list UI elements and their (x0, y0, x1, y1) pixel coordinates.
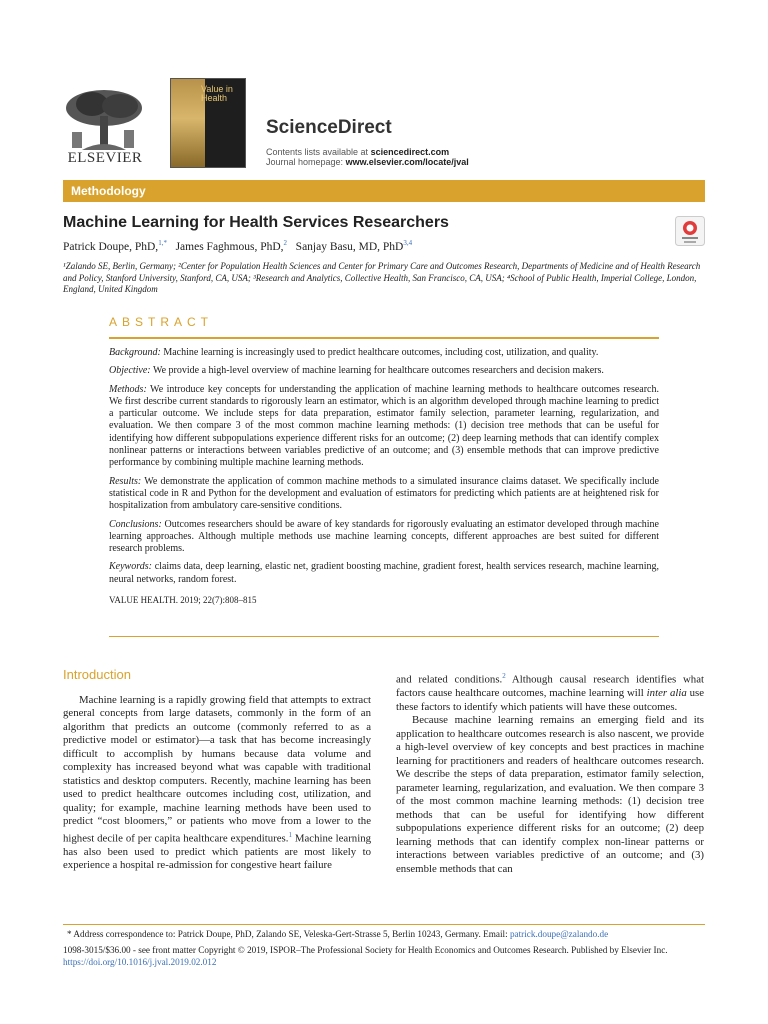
author-name: James Faghmous, PhD, (175, 240, 284, 253)
abstract-body (109, 347, 659, 612)
journal-cover-image[interactable] (170, 78, 246, 168)
citation-ref[interactable]: 2 (502, 672, 506, 680)
abstract-results: Results: We demonstrate the application of common machine methods to a simulated insurance claims dataset. We specifically include statistical code in R and Python for the development and evaluation of estimators for predicting which patients are at heightened risk for hospitalization from ambulatory care-sensitive conditions. (109, 475, 659, 512)
body-column-left (63, 668, 371, 873)
author-list (63, 239, 412, 253)
abstract-background: Background: Machine learning is increasingly used to predict healthcare outcomes, including cost, utilization, and quality. (109, 347, 599, 358)
copyright-line: 1098-3015/$36.00 - see front matter Copyright © 2019, ISPOR–The Professional Society for Health Economics and Outcomes Research. Published by Elsevier Inc. (63, 945, 668, 955)
abstract-keywords: Keywords: claims data, deep learning, elastic net, gradient boosting machine, gradient forest, health services research, machine learning, neural networks, random forest. (109, 561, 659, 585)
email-link[interactable]: patrick.doupe@zalando.de (509, 929, 609, 939)
journal-homepage-link[interactable]: www.elsevier.com/locate/jval (345, 157, 469, 167)
citation-ref[interactable]: 1 (288, 830, 292, 839)
author-affiliation-ref[interactable]: 1,* (158, 239, 167, 247)
section-band (63, 180, 705, 202)
abstract-top-rule (109, 337, 659, 339)
citation-line: VALUE HEALTH. 2019; 22(7):808–815 (109, 595, 257, 606)
abstract-heading: ABSTRACT (109, 315, 214, 329)
article-title: Machine Learning for Health Services Researchers (63, 214, 449, 231)
body-paragraph: Because machine learning remains an emerging field and its application to healthcare outcomes research is also nascent, we provide a high-level overview of key concepts and best practices in machine learning for practitioners and readers of healthcare outcomes research. We describe the steps of data preparation, estimator family selection, parameter learning, regularization, and evaluation. We then compare 3 of the most common machine learning methods: (1) decision tree methods that can be useful for identifying how different subpopulations experience different risks for an outcome; (2) deep learning methods that can identify complex non-linear patterns or interactions between variables predictive of an outcome; and (3) ensemble methods that can (396, 714, 704, 875)
footer-rule (63, 924, 705, 925)
footer (63, 928, 705, 968)
author-affiliation-ref[interactable]: 2 (283, 239, 288, 247)
cover-title: Value in Health (201, 84, 233, 103)
sciencedirect-brand: ScienceDirect (266, 117, 392, 138)
publisher-name: ELSEVIER (67, 150, 143, 166)
abstract-methods: Methods: We introduce key concepts for understanding the application of machine learning methods to healthcare outcomes research. We first describe current standards to rigorously learn an estimator, which is an algorithm developed through machine learning to predict a particular outcome. We include steps for data preparation, estimator family selection, parameter learning, regularization, and evaluation. We then compare 3 of the most common machine learning methods: (1) decision tree methods that can be useful for identifying how different subpopulations experience different risks for an outcome; (2) deep learning methods that can identify complex nonlinear patterns or interactions between variables predictive of an outcome; and (3) ensemble methods that can improve predictive performance by combining multiple machine learning methods. (109, 383, 659, 469)
abstract-bottom-rule (109, 636, 659, 637)
sciencedirect-link[interactable]: sciencedirect.com (370, 147, 450, 157)
body-paragraph: Machine learning is a rapidly growing field that attempts to extract general concepts from large datasets, commonly in the form of an algorithm that predicts an outcome (commonly referred to as a predictive model or estimator)—a task that has become increasingly difficult to accomplish by humans because data volume and complexity has increased beyond what was capable with traditional statistics and desktop computers. Recently, machine learning has been used to predict healthcare outcomes including cost, utilization, and quality; for example, machine learning methods have been used to predict “cost bloomers,” or patients who move from a lower to the highest decile of per capita healthcare expenditures.$^1$ Machine learning has also been used to predict which patients are most likely to experience a hospital re-admission for congestive heart failure (63, 693, 372, 872)
author-affiliations: ¹Zalando SE, Berlin, Germany; ²Center for Population Health Sciences and Center for Primary Care and Outcomes Research, Departments of Medicine and of Health Research and Policy, Stanford University, Stanford, CA, USA; ³Research and Analytics, Collective Health, San Francisco, CA, USA; ⁴School of Public Health, Imperial College, London, England, United Kingdom (63, 261, 701, 294)
author-name: Patrick Doupe, PhD, (63, 240, 159, 253)
abstract-conclusions: Conclusions: Outcomes researchers should be aware of key standards for rigorously evaluating an estimator developed through machine learning approaches. Although multiple methods use machine learning concepts, different approaches are best suited for different research problems. (109, 518, 659, 555)
contents-availability: Contents lists available at sciencedirect.com (266, 147, 450, 157)
cover-band (171, 79, 205, 167)
correspondence-note: * Address correspondence to: Patrick Doupe, PhD, Zalando SE, Veleska-Gert-Strasse 5, Berlin 10243, Germany. Email: patrick.doupe@zalando.de (67, 929, 609, 939)
body-column-right (396, 670, 704, 876)
author-name: Sanjay Basu, MD, PhD (295, 240, 404, 253)
section-label: Methodology (71, 184, 146, 198)
abstract-objective: Objective: We provide a high-level overview of machine learning for healthcare outcomes researchers and decision makers. (109, 365, 604, 377)
body-paragraph: and related conditions.$^2$ Although causal research identifies what factors cause healthcare outcomes, machine learning will inter alia use these factors to identify which patients will have these outcomes. (396, 672, 705, 713)
author-affiliation-ref[interactable]: 3,4 (403, 239, 413, 247)
journal-homepage: Journal homepage: www.elsevier.com/locate/jval (266, 157, 469, 167)
check-for-updates-icon[interactable] (675, 216, 705, 246)
introduction-heading: Introduction (63, 667, 131, 682)
doi-link[interactable]: https://doi.org/10.1016/j.jval.2019.02.012 (63, 957, 217, 967)
